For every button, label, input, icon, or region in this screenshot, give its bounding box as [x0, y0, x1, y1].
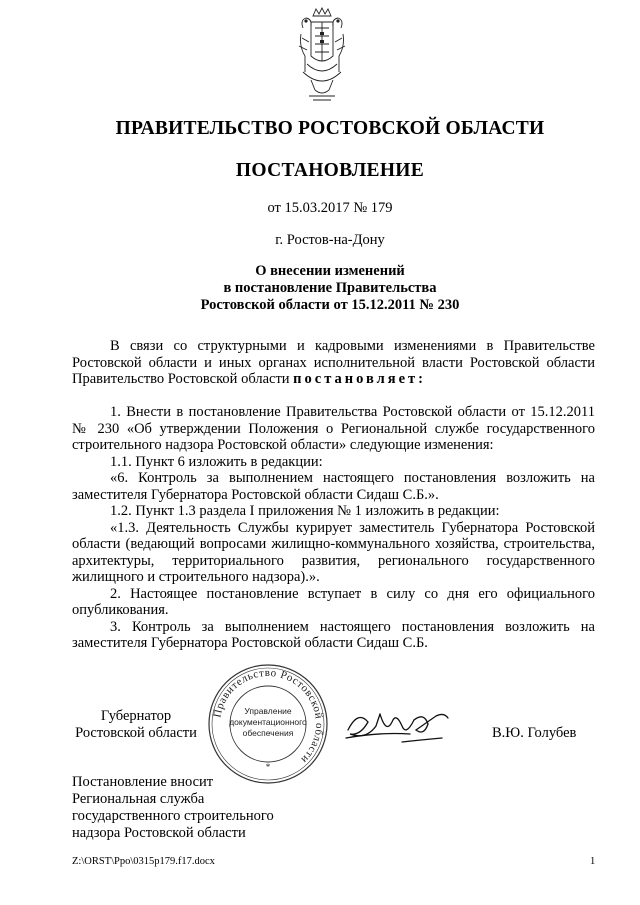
handwritten-signature — [340, 700, 458, 752]
government-title: ПРАВИТЕЛЬСТВО РОСТОВСКОЙ ОБЛАСТИ — [115, 118, 545, 139]
resolution-item: 1.1. Пункт 6 изложить в редакции: — [110, 453, 323, 470]
resolves-word: постановляет: — [293, 371, 427, 387]
subject-line: Ростовской области от 15.12.2011 № 230 — [200, 297, 460, 313]
resolution-item: 1.2. Пункт 1.3 раздела I приложения № 1 изложить в редакции: — [110, 503, 500, 519]
preamble-paragraph — [72, 338, 595, 388]
official-stamp — [206, 662, 330, 786]
signatory-name: В.Ю. Голубев — [492, 725, 577, 741]
coat-of-arms-emblem — [297, 6, 347, 104]
page-number: 1 — [590, 856, 596, 867]
preamble-text: В связи со структурными и кадровыми изменениями в Правительстве Ростовской области и иных органах исполнительной власти Ростовской области Правительство Ростовской области — [72, 338, 595, 387]
document-subject — [60, 263, 600, 314]
resolution-item: 1. Внести в постановление Правительства Ростовской области от 15.12.2011 № 230 «Об утверждении Положения о Региональной службе государственного строительного надзора Ростовской области» следующие изменения: — [72, 404, 595, 453]
submitter-line: Постановление вносит — [72, 774, 214, 790]
file-path: Z:\ORST\Ppo\0315p179.f17.docx — [72, 856, 215, 867]
signatory-title — [72, 708, 200, 742]
submitter-line: государственного строительного — [72, 808, 274, 824]
svg-text:*: * — [265, 762, 271, 772]
resolution-items — [72, 404, 595, 652]
subject-line: О внесении изменений — [255, 263, 405, 279]
signatory-title-line: Губернатор — [100, 708, 172, 724]
document-city: г. Ростов-на-Дону — [275, 232, 385, 248]
stamp-center-line: документационного — [229, 717, 307, 727]
document-type-title: ПОСТАНОВЛЕНИЕ — [235, 160, 425, 181]
document-date-number: от 15.03.2017 № 179 — [267, 200, 393, 216]
submitter-block — [72, 774, 274, 842]
stamp-ring-text: Правительство Ростовской области — [211, 666, 326, 766]
resolution-item: 2. Настоящее постановление вступает в силу со дня его официального опубликования. — [72, 585, 595, 618]
submitter-line: надзора Ростовской области — [72, 825, 246, 841]
signatory-title-line: Ростовской области — [75, 725, 197, 741]
submitter-line: Региональная служба — [72, 791, 205, 807]
stamp-center-line: обеспечения — [242, 728, 294, 738]
resolution-item: 3. Контроль за выполнением настоящего постановления возложить на заместителя Губернатора Ростовской области Сидаш С.Б. — [72, 618, 595, 651]
preamble — [72, 338, 595, 388]
resolution-item: «1.3. Деятельность Службы курирует заместитель Губернатора Ростовской области (ведающий вопросами жилищно-коммунального хозяйства, строительства, архитектуры, территориального развития, регионального государственного жилищного и строительного надзора).». — [72, 519, 595, 585]
subject-line: в постановление Правительства — [223, 280, 437, 296]
resolution-item: «6. Контроль за выполнением настоящего постановления возложить на заместителя Губернатора Ростовской области Сидаш С.Б.». — [72, 470, 595, 503]
stamp-center-line: Управление — [244, 706, 292, 716]
